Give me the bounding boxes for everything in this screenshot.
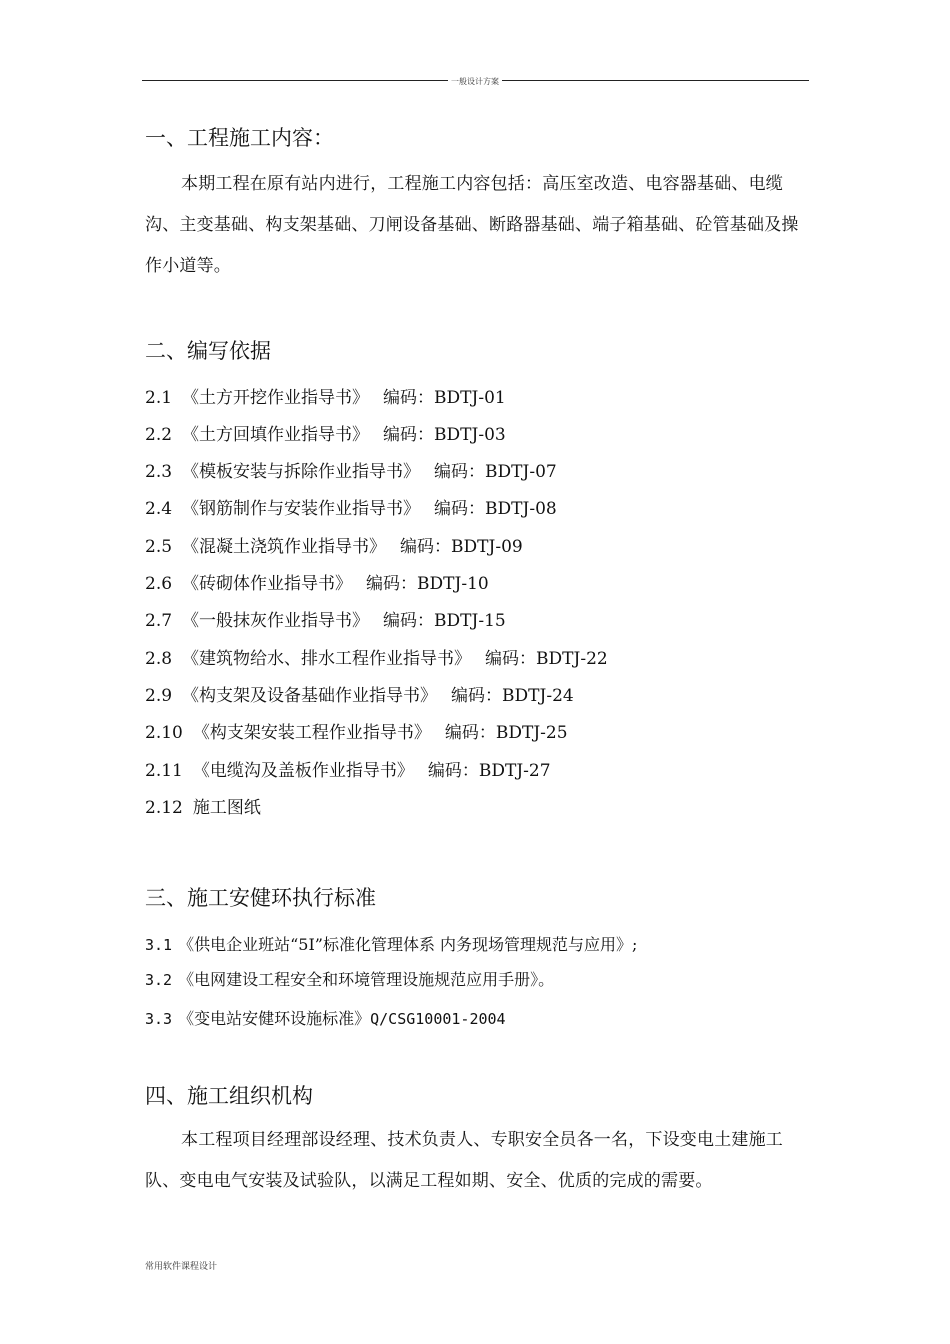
reference-item (145, 457, 557, 482)
standard-number: 3.3 (145, 1010, 173, 1028)
standard-title: 《变电站安健环设施标准》 (178, 1009, 371, 1028)
reference-code: 编码：BDTJ-27 (427, 761, 551, 781)
reference-title: 《电缆沟及盖板作业指导书》 (192, 761, 414, 781)
standard-title: 《电网建设工程安全和环境管理设施规范应用手册》。 (178, 970, 555, 989)
standard-code: Q/CSG10001-2004 (370, 1010, 506, 1028)
standard-number: 3.1 (145, 936, 173, 954)
reference-number: 2.12 (145, 798, 183, 818)
reference-number: 2.1 (145, 388, 173, 408)
standard-title: 《供电企业班站“5I”标准化管理体系 内务现场管理规范与应用》; (178, 935, 638, 954)
reference-title: 《混凝土浇筑作业指导书》 (182, 537, 387, 557)
reference-number: 2.4 (145, 499, 173, 519)
section1-paragraph: 本期工程在原有站内进行，工程施工内容包括：高压室改造、电容器基础、电缆沟、主变基础、构支架基础、刀闸设备基础、断路器基础、端子箱基础、砼管基础及操作小道等。 (145, 174, 799, 276)
reference-title: 《钢筋制作与安装作业指导书》 (182, 499, 421, 519)
reference-code: 编码：BDTJ-25 (444, 723, 568, 743)
section1-heading: 一、工程施工内容： (145, 126, 334, 150)
standard-item (145, 1006, 506, 1029)
reference-title: 施工图纸 (192, 798, 261, 818)
reference-number: 2.2 (145, 425, 173, 445)
standard-item (145, 932, 637, 955)
reference-title: 《砖砌体作业指导书》 (182, 574, 353, 594)
reference-code: 编码：BDTJ-09 (400, 537, 523, 557)
page-header (0, 76, 950, 87)
reference-code: 编码：BDTJ-07 (434, 462, 557, 482)
reference-item (145, 383, 506, 408)
reference-number: 2.8 (145, 649, 173, 669)
reference-title: 《构支架及设备基础作业指导书》 (182, 686, 438, 706)
section4-heading: 四、施工组织机构 (145, 1084, 313, 1108)
reference-number: 2.3 (145, 462, 173, 482)
section4-paragraph: 本工程项目经理部设经理、技术负责人、专职安全员各一名，下设变电土建施工队、变电电气安装及试验队，以满足工程如期、安全、优质的完成的需要。 (145, 1130, 783, 1191)
reference-code: 编码：BDTJ-08 (434, 499, 557, 519)
reference-title: 《构支架安装工程作业指导书》 (192, 723, 431, 743)
reference-item (145, 532, 523, 557)
section3-heading: 三、施工安健环执行标准 (145, 886, 376, 910)
reference-number: 2.5 (145, 537, 173, 557)
section2-heading: 二、编写依据 (145, 339, 271, 363)
reference-code: 编码：BDTJ-10 (366, 574, 489, 594)
reference-title: 《土方开挖作业指导书》 (182, 388, 370, 408)
reference-item (145, 644, 608, 669)
standard-number: 3.2 (145, 971, 173, 989)
standard-item (145, 967, 554, 990)
reference-item (145, 681, 574, 706)
reference-number: 2.9 (145, 686, 173, 706)
reference-title: 《建筑物给水、排水工程作业指导书》 (182, 649, 472, 669)
reference-item (145, 718, 568, 743)
reference-number: 2.11 (145, 761, 183, 781)
reference-code: 编码：BDTJ-22 (485, 649, 608, 669)
page-footer: 常用软件课程设计 (145, 1262, 218, 1272)
reference-number: 2.6 (145, 574, 173, 594)
reference-number: 2.10 (145, 723, 183, 743)
reference-code: 编码：BDTJ-01 (383, 388, 506, 408)
reference-code: 编码：BDTJ-24 (451, 686, 574, 706)
reference-item (145, 569, 489, 594)
reference-code: 编码：BDTJ-03 (383, 425, 506, 445)
page-header-text: 一般设计方案 (448, 77, 502, 86)
reference-item (145, 494, 557, 519)
reference-title: 《模板安装与拆除作业指导书》 (182, 462, 421, 482)
reference-number: 2.7 (145, 611, 173, 631)
reference-title: 《一般抹灰作业指导书》 (182, 611, 370, 631)
reference-item (145, 606, 506, 631)
reference-code: 编码：BDTJ-15 (383, 611, 506, 631)
reference-title: 《土方回填作业指导书》 (182, 425, 370, 445)
reference-item (145, 793, 275, 818)
reference-item (145, 756, 551, 781)
reference-item (145, 420, 506, 445)
